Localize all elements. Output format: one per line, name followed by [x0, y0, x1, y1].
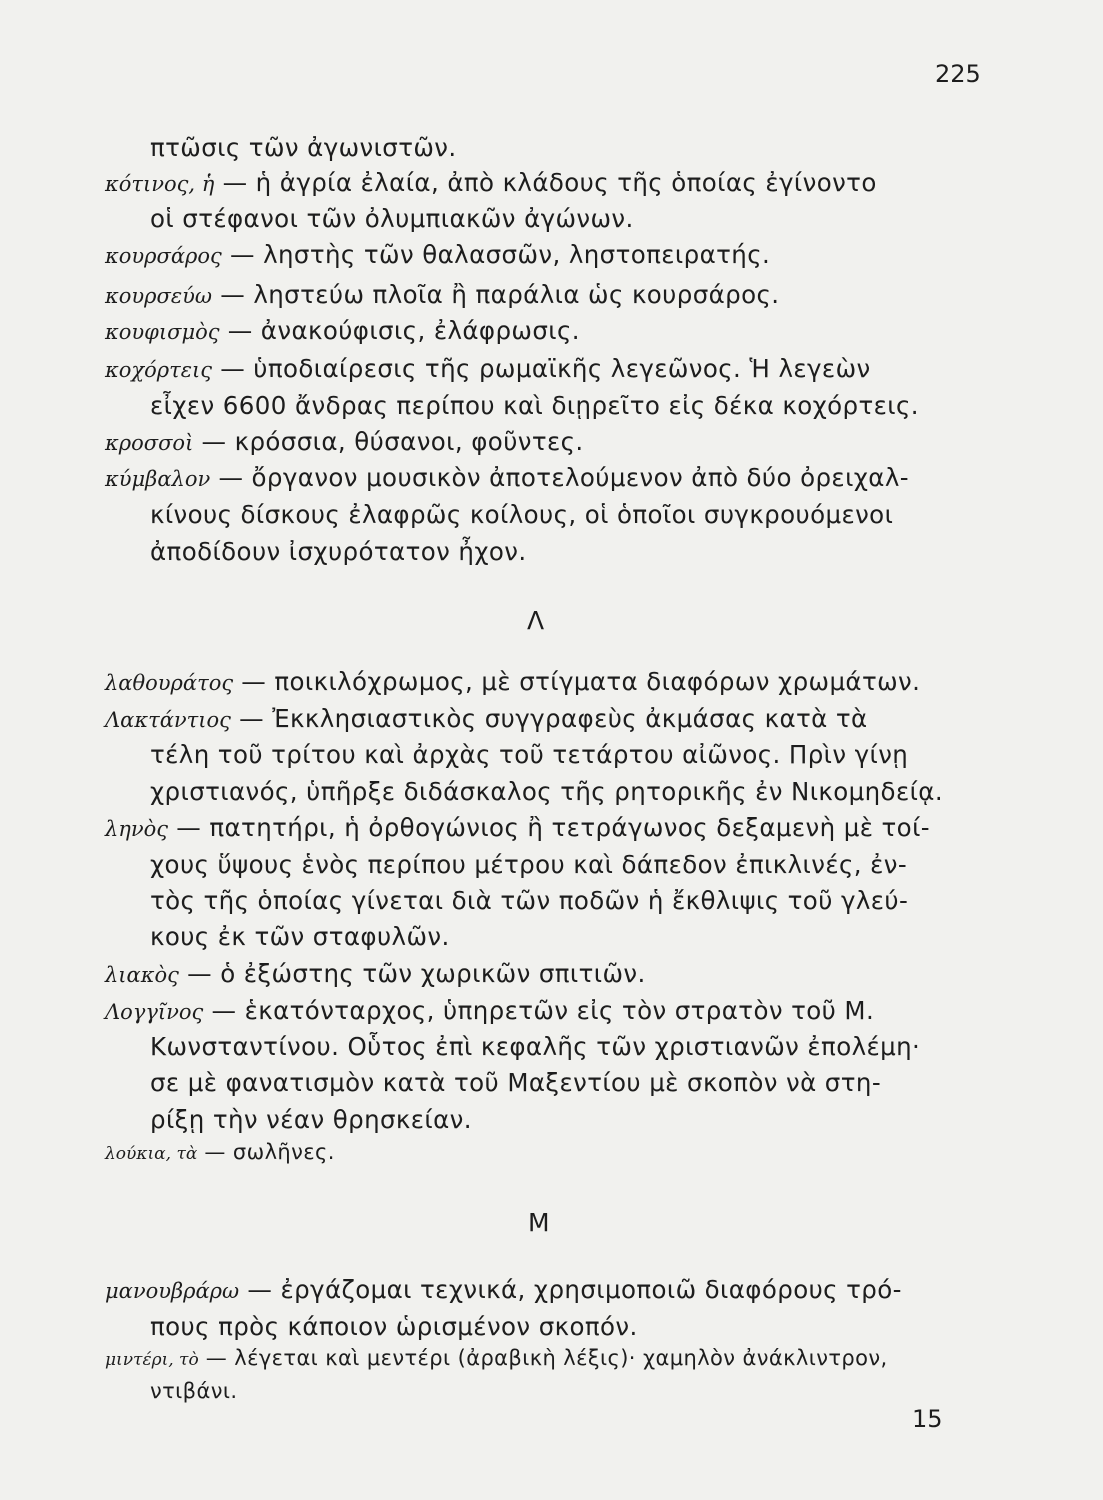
entry-koursaros: [105, 240, 770, 269]
definition-line: — ἐργάζομαι τεχνικά, χρησιμοποιῶ διαφόρους τρό-: [247, 1275, 902, 1304]
definition-line: — λέγεται καὶ μεντέρι (ἀραβικὴ λέξις)· χαμηλὸν ἀνάκλιντρον,: [205, 1346, 888, 1370]
definition-line: — ποικιλόχρωμος, μὲ στίγματα διαφόρων χρωμάτων.: [241, 667, 921, 696]
headword: κοχόρτεις: [105, 358, 213, 382]
entry-krossoi: [105, 427, 584, 456]
entry-longinos: [105, 996, 874, 1025]
definition-line: — ληστεύω πλοῖα ἢ παράλια ὡς κουρσάρος.: [220, 280, 780, 309]
headword: κότινος, ἡ: [105, 172, 215, 196]
entry-manouvraro: [105, 1275, 902, 1304]
entry-kochorteis: [105, 354, 871, 383]
headword: κροσσοὶ: [105, 431, 194, 455]
headword: λιακὸς: [105, 963, 179, 987]
definition-line: — πατητήρι, ἡ ὀρθογώνιος ἢ τετράγωνος δεξαμενὴ μὲ τοί-: [176, 813, 930, 842]
headword: λούκια, τὰ: [105, 1144, 198, 1164]
definition-line: τὸς τῆς ὁποίας γίνεται διὰ τῶν ποδῶν ἡ ἔκθλιψις τοῦ γλεύ-: [150, 886, 909, 915]
headword: Λακτάντιος: [105, 708, 231, 732]
definition-line: χους ὕψους ἑνὸς περίπου μέτρου καὶ δάπεδον ἐπικλινές, ἐν-: [150, 850, 908, 879]
definition-line: σε μὲ φανατισμὸν κατὰ τοῦ Μαξεντίου μὲ σκοπὸν νὰ στη-: [150, 1068, 882, 1097]
entry-kymbalon: [105, 463, 909, 492]
entry-loukia: [105, 1140, 335, 1164]
definition-line: κους ἐκ τῶν σταφυλῶν.: [150, 922, 450, 951]
entry-koufismos: [105, 316, 580, 345]
definition-line: — ὁ ἐξώστης τῶν χωρικῶν σπιτιῶν.: [187, 959, 646, 988]
page-number: 225: [935, 60, 981, 88]
definition-line: ρίξῃ τὴν νέαν θρησκείαν.: [150, 1105, 472, 1134]
headword: λαθουράτος: [105, 671, 234, 695]
definition-line: — ὄργανον μουσικὸν ἀποτελούμενον ἀπὸ δύο ὀρειχαλ-: [218, 463, 909, 492]
headword: κουρσάρος: [105, 244, 222, 268]
definition-line: — σωλῆνες.: [204, 1140, 335, 1164]
headword: μιντέρι, τὸ: [105, 1350, 199, 1370]
definition-line: — ἀνακούφισις, ἐλάφρωσις.: [227, 316, 580, 345]
definition-line: κίνους δίσκους ἐλαφρῶς κοίλους, οἱ ὁποῖοι συγκρουόμενοι: [150, 500, 894, 529]
headword: μανουβράρω: [105, 1279, 240, 1303]
definition-line: ἀποδίδουν ἰσχυρότατον ἦχον.: [150, 537, 527, 566]
headword: κουρσεύω: [105, 284, 213, 308]
headword: ληνὸς: [105, 817, 169, 841]
headword: κύμβαλον: [105, 467, 211, 491]
headword: Λογγῖνος: [105, 1000, 204, 1024]
entry-kourseuo: [105, 280, 780, 309]
definition-line: — Ἐκκλησιαστικὸς συγγραφεὺς ἀκμάσας κατὰ τὰ: [239, 704, 868, 733]
definition-line: ντιβάνι.: [150, 1379, 238, 1403]
definition-line: Κωνσταντίνου. Οὗτος ἐπὶ κεφαλῆς τῶν χριστιανῶν ἐπολέμη·: [150, 1032, 921, 1061]
definition-line: πους πρὸς κάποιον ὡρισμένον σκοπόν.: [150, 1312, 638, 1341]
entry-continuation: πτῶσις τῶν ἀγωνιστῶν.: [150, 133, 457, 162]
definition-line: — ἡ ἀγρία ἐλαία, ἀπὸ κλάδους τῆς ὁποίας ἐγίνοντο: [222, 168, 877, 197]
signature-mark: 15: [912, 1405, 943, 1433]
entry-liakos: [105, 959, 646, 988]
definition-line: — ληστὴς τῶν θαλασσῶν, ληστοπειρατής.: [230, 240, 771, 269]
entry-linos: [105, 813, 930, 842]
headword: κουφισμὸς: [105, 320, 220, 344]
definition-line: — κρόσσια, θύσανοι, φοῦντες.: [201, 427, 584, 456]
entry-minteri: [105, 1346, 888, 1370]
definition-line: — ὑποδιαίρεσις τῆς ρωμαϊκῆς λεγεῶνος. Ἡ λεγεὼν: [220, 354, 871, 383]
definition-line: οἱ στέφανοι τῶν ὀλυμπιακῶν ἀγώνων.: [150, 204, 634, 233]
definition-line: εἶχεν 6600 ἄνδρας περίπου καὶ διῃρεῖτο εἰς δέκα κοχόρτεις.: [150, 391, 919, 420]
definition-line: χριστιανός, ὑπῆρξε διδάσκαλος τῆς ρητορικῆς ἐν Νικομηδείᾳ.: [150, 777, 944, 806]
entry-laktantios: [105, 704, 868, 733]
entry-kotinos: [105, 168, 877, 197]
section-letter-mu: Μ: [528, 1208, 550, 1237]
definition-line: τέλη τοῦ τρίτου καὶ ἀρχὰς τοῦ τετάρτου αἰῶνος. Πρὶν γίνῃ: [150, 740, 909, 769]
entry-lathouratos: [105, 667, 920, 696]
definition-line: — ἑκατόνταρχος, ὑπηρετῶν εἰς τὸν στρατὸν τοῦ Μ.: [211, 996, 875, 1025]
section-letter-lambda: Λ: [527, 606, 545, 635]
